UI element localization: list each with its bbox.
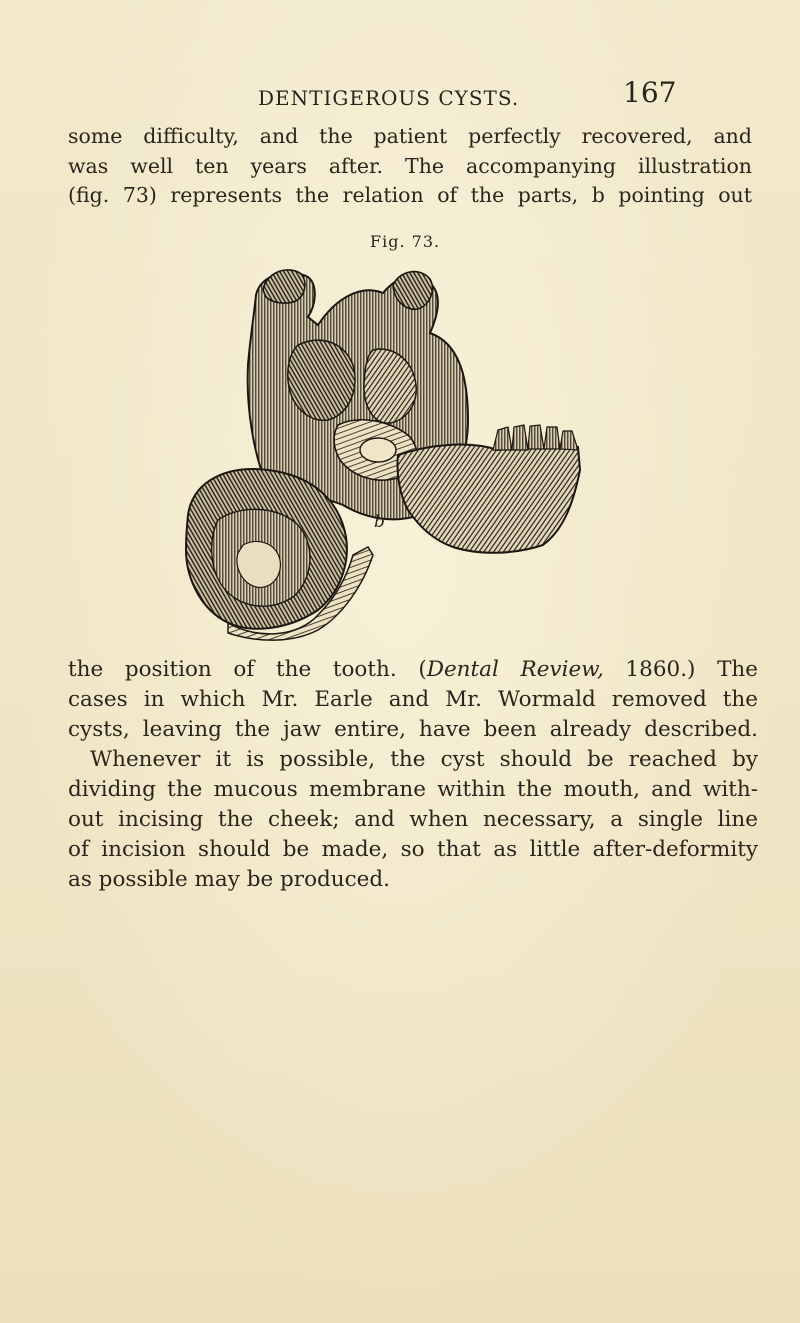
text-line: (fig. 73) represents the relation of the parts, b pointing out — [68, 183, 752, 207]
text-line: cases in which Mr. Earle and Mr. Wormald removed the — [68, 687, 758, 712]
figure-caption: Fig. 73. — [370, 232, 441, 251]
paragraph-top — [68, 122, 752, 211]
figure-illustration-jaw — [168, 255, 593, 645]
text-run: the position of the tooth. ( — [68, 657, 427, 682]
text-line: Whenever it is possible, the cyst should be reached by — [90, 747, 758, 772]
page-number: 167 — [623, 76, 677, 109]
page-header — [0, 76, 800, 112]
text-line: out incising the cheek; and when necessary, a single line — [68, 807, 758, 832]
text-line: cysts, leaving the jaw entire, have been already described. — [68, 717, 758, 742]
text-line: as possible may be produced. — [68, 867, 390, 892]
text-line: dividing the mucous membrane within the mouth, and with- — [68, 777, 758, 802]
figure-label-b: b — [374, 512, 385, 532]
text-line — [68, 655, 758, 685]
text-line: some difficulty, and the patient perfectly recovered, and — [68, 124, 752, 148]
journal-title: Dental Review, — [426, 657, 604, 682]
paragraph-bottom — [68, 655, 758, 895]
text-line: was well ten years after. The accompanying illustration — [68, 153, 752, 178]
text-run: 1860.) The — [603, 657, 758, 682]
text-line: of incision should be made, so that as little after-deformity — [68, 837, 758, 862]
running-head: DENTIGEROUS CYSTS. — [258, 86, 520, 110]
